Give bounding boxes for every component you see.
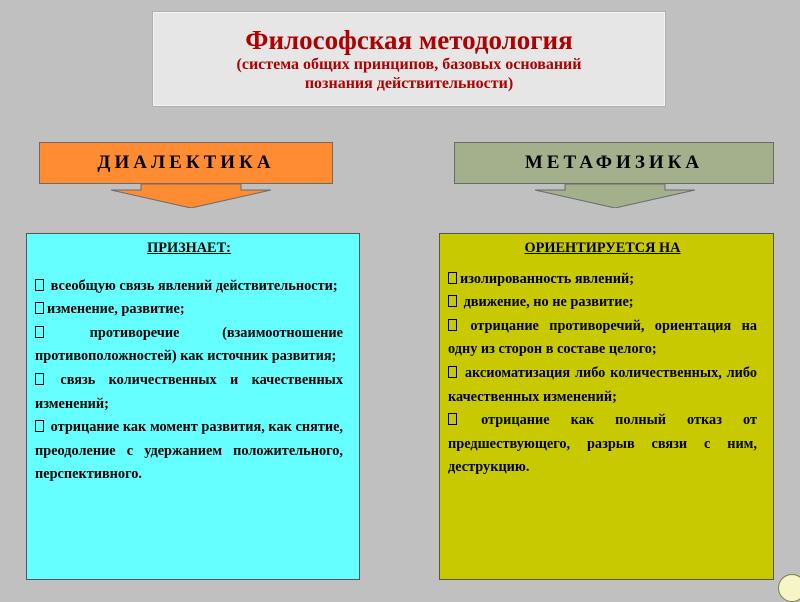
dialectics-header: ДИАЛЕКТИКА bbox=[39, 142, 333, 184]
page-subtitle-line1: (система общих принципов, базовых оснований bbox=[236, 56, 582, 73]
bullet-icon bbox=[448, 413, 457, 425]
metaphysics-header: МЕТАФИЗИКА bbox=[454, 142, 774, 184]
dialectics-item: всеобщую связь явлений действительности; bbox=[35, 275, 343, 299]
metaphysics-item: отрицание противоречий, ориентация на одну из сторон в составе целого; bbox=[448, 317, 757, 358]
next-slide-button[interactable] bbox=[778, 574, 800, 602]
dialectics-item: изменение, развитие; bbox=[35, 298, 343, 322]
bullet-icon bbox=[448, 366, 457, 378]
dialectics-item: противоречие (взаимоотношение противоположностей) как источник развития; bbox=[35, 324, 343, 365]
bullet-icon bbox=[35, 326, 44, 338]
dialectics-arrow-icon bbox=[111, 184, 271, 208]
page-title: Философская методология bbox=[245, 25, 573, 55]
metaphysics-item: движение, но не развитие; bbox=[448, 291, 757, 315]
bullet-icon bbox=[448, 272, 457, 284]
metaphysics-item: отрицание как полный отказ от предшествующего, разрыв связи с ним, деструкцию. bbox=[448, 412, 757, 476]
dialectics-panel bbox=[26, 233, 360, 580]
bullet-icon bbox=[35, 302, 44, 314]
dialectics-item: связь количественных и качественных изменений; bbox=[35, 371, 343, 412]
metaphysics-item: изолированность явлений; bbox=[448, 268, 757, 292]
bullet-icon bbox=[448, 319, 457, 331]
bullet-icon bbox=[448, 295, 457, 307]
dialectics-panel-title: ПРИЗНАЕТ: bbox=[147, 240, 231, 256]
bullet-icon bbox=[35, 373, 44, 385]
bullet-icon bbox=[35, 420, 44, 432]
bullet-icon bbox=[35, 279, 44, 291]
title-box bbox=[153, 12, 665, 106]
metaphysics-item: аксиоматизация либо количественных, либо качественных изменений; bbox=[448, 364, 758, 405]
metaphysics-panel-title: ОРИЕНТИРУЕТСЯ НА bbox=[524, 240, 681, 256]
dialectics-item: отрицание как момент развития, как снятие, преодоление с удержанием положительного, перспективного. bbox=[35, 419, 343, 483]
metaphysics-panel bbox=[439, 233, 774, 580]
metaphysics-arrow-icon bbox=[535, 184, 695, 208]
page-subtitle-line2: познания действительности) bbox=[304, 75, 514, 92]
